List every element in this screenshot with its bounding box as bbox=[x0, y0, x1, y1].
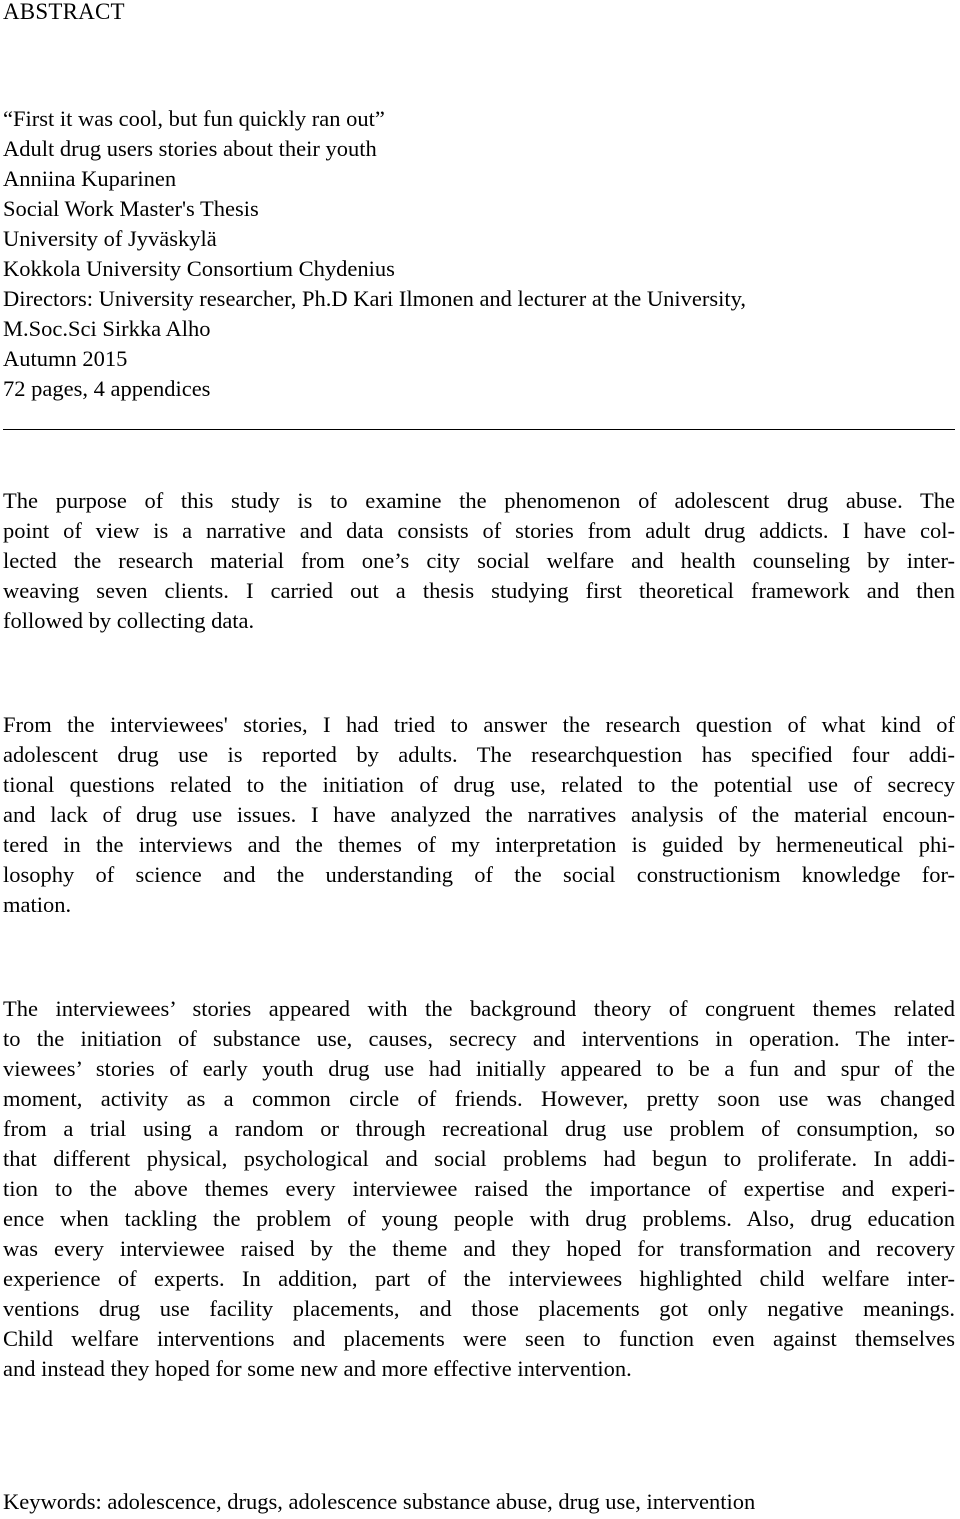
thesis-subtitle: Adult drug users stories about their youth bbox=[3, 136, 377, 161]
paragraph-line: from a trial using a random or through recreational drug use problem of consumption, so bbox=[3, 1116, 955, 1141]
paragraph-line: experience of experts. In addition, part of the interviewees highlighted child welfare inter- bbox=[3, 1266, 955, 1291]
paragraph-line: tional questions related to the initiation of drug use, related to the potential use of secrecy bbox=[3, 772, 955, 797]
consortium-name: Kokkola University Consortium Chydenius bbox=[3, 256, 395, 281]
thesis-type: Social Work Master's Thesis bbox=[3, 196, 259, 221]
paragraph-line: tion to the above themes every interviewee raised the importance of expertise and experi- bbox=[3, 1176, 955, 1201]
thesis-title: “First it was cool, but fun quickly ran out” bbox=[3, 106, 385, 131]
separator-rule bbox=[3, 429, 955, 430]
paragraph-line: Child welfare interventions and placements were seen to function even against themselves bbox=[3, 1326, 955, 1351]
paragraph-line: The purpose of this study is to examine the phenomenon of adolescent drug abuse. The bbox=[3, 488, 955, 513]
paragraph-line: moment, activity as a common circle of friends. However, pretty soon use was changed bbox=[3, 1086, 955, 1111]
paragraph-line: weaving seven clients. I carried out a thesis studying first theoretical framework and then bbox=[3, 578, 955, 603]
paragraph-line: The interviewees’ stories appeared with the background theory of congruent themes related bbox=[3, 996, 955, 1021]
university-name: University of Jyväskylä bbox=[3, 226, 217, 251]
paragraph-line: adolescent drug use is reported by adults. The researchquestion has specified four addi- bbox=[3, 742, 955, 767]
paragraph-line: losophy of science and the understanding of the social constructionism knowledge for- bbox=[3, 862, 955, 887]
paragraph-line: ence when tackling the problem of young people with drug problems. Also, drug education bbox=[3, 1206, 955, 1231]
paragraph-line: followed by collecting data. bbox=[3, 608, 255, 633]
abstract-paragraph-3 bbox=[3, 994, 955, 1384]
directors-line-continued: M.Soc.Sci Sirkka Alho bbox=[3, 316, 211, 341]
paragraph-line: mation. bbox=[3, 892, 72, 917]
paragraph-line: viewees’ stories of early youth drug use had initially appeared to be a fun and spur of the bbox=[3, 1056, 955, 1081]
abstract-paragraph-1 bbox=[3, 486, 955, 636]
paragraph-line: was every interviewee raised by the theme and they hoped for transformation and recovery bbox=[3, 1236, 955, 1261]
paragraph-line: and instead they hoped for some new and more effective intervention. bbox=[3, 1356, 632, 1381]
paragraph-line: From the interviewees' stories, I had tried to answer the research question of what kind of bbox=[3, 712, 955, 737]
author-name: Anniina Kuparinen bbox=[3, 166, 177, 191]
thesis-metadata bbox=[3, 104, 746, 404]
abstract-heading: ABSTRACT bbox=[3, 0, 125, 24]
date-line: Autumn 2015 bbox=[3, 346, 128, 371]
paragraph-line: to the initiation of substance use, causes, secrecy and interventions in operation. The inter- bbox=[3, 1026, 955, 1051]
directors-line: Directors: University researcher, Ph.D Kari Ilmonen and lecturer at the University, bbox=[3, 286, 747, 311]
keywords-line: Keywords: adolescence, drugs, adolescence substance abuse, drug use, intervention bbox=[3, 1489, 756, 1514]
paragraph-line: tered in the interviews and the themes of my interpretation is guided by hermeneutical phi- bbox=[3, 832, 955, 857]
paragraph-line: point of view is a narrative and data consists of stories from adult drug addicts. I have col- bbox=[3, 518, 955, 543]
paragraph-line: that different physical, psychological and social problems had begun to proliferate. In addi- bbox=[3, 1146, 955, 1171]
paragraph-line: and lack of drug use issues. I have analyzed the narratives analysis of the material encoun- bbox=[3, 802, 955, 827]
page-count-line: 72 pages, 4 appendices bbox=[3, 376, 211, 401]
abstract-paragraph-2 bbox=[3, 710, 955, 920]
paragraph-line: ventions drug use facility placements, and those placements got only negative meanings. bbox=[3, 1296, 955, 1321]
paragraph-line: lected the research material from one’s city social welfare and health counseling by inter- bbox=[3, 548, 955, 573]
